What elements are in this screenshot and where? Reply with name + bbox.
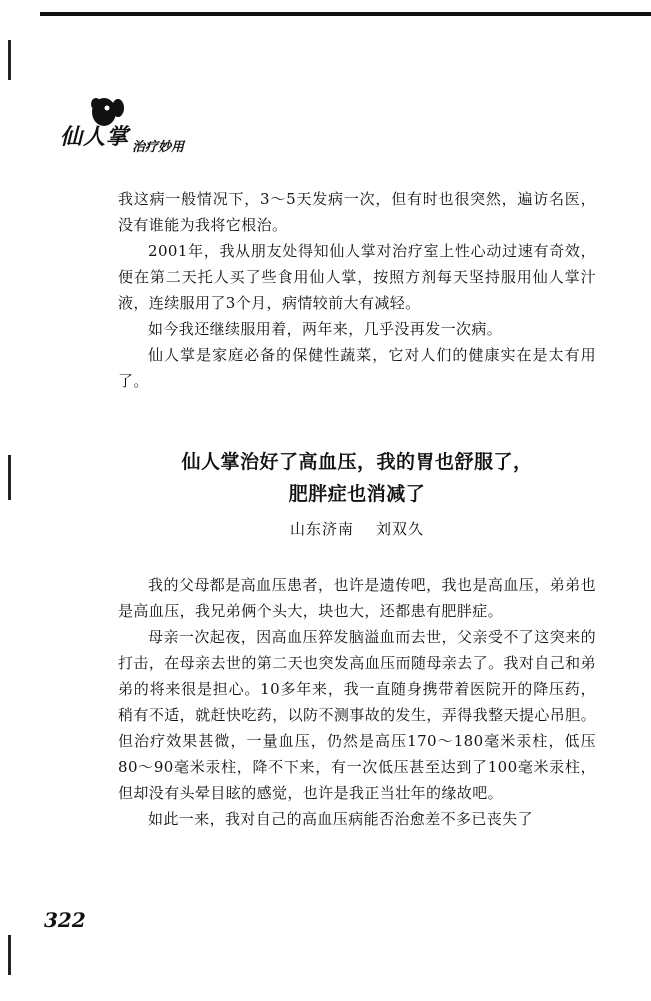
- byline: [118, 518, 596, 539]
- section1-text: [118, 186, 596, 394]
- article-title-line2: 肥胖症也消减了: [288, 483, 426, 505]
- page-number: 322: [44, 908, 86, 932]
- logo-subtitle: 治疗妙用: [132, 140, 185, 155]
- left-margin-mark: [8, 935, 11, 975]
- paragraph: 2001年，我从朋友处得知仙人掌对治疗室上性心动过速有奇效，便在第二天托人买了些食用仙人掌，按照方剂每天坚持服用仙人掌汁液，连续服用了3个月，病情较前大有减轻。: [118, 242, 596, 312]
- byline-author: 刘双久: [376, 520, 425, 538]
- logo-title: 仙人掌: [60, 124, 130, 150]
- left-margin-mark: [8, 455, 11, 500]
- paragraph: 我这病一般情况下，3～5天发病一次，但有时也很突然，遍访名医，没有谁能为我将它根治。: [118, 190, 596, 234]
- paragraph: 如今我还继续服用着，两年来，几乎没再发一次病。: [148, 320, 503, 338]
- article-title-line1: 仙人掌治好了高血压，我的胃也舒服了，: [181, 451, 533, 473]
- article-title: [118, 446, 596, 510]
- paragraph: 仙人掌是家庭必备的保健性蔬菜，它对人们的健康实在是太有用了。: [118, 346, 596, 390]
- section2-text: [118, 572, 596, 832]
- paragraph: 母亲一次起夜，因高血压猝发脑溢血而去世，父亲受不了这突来的打击，在母亲去世的第二天也突发高血压而随母亲去了。我对自己和弟弟的将来很是担心。10多年来，我一直随身携带着医院开的降压药，稍有不适，就赶快吃药，以防不测事故的发生，弄得我整天提心吊胆。但治疗效果甚微，一量血压，仍然是高压170～180毫米汞柱，低压80～90毫米汞柱，降不下来，有一次低压甚至达到了100毫米汞柱，但却没有头晕目眩的感觉，也许是我正当壮年的缘故吧。: [118, 628, 596, 802]
- top-rule: [40, 12, 651, 16]
- byline-place: 山东济南: [289, 520, 354, 538]
- header-logo: [60, 96, 230, 166]
- paragraph: 我的父母都是高血压患者，也许是遗传吧，我也是高血压，弟弟也是高血压，我兄弟俩个头大，块也大，还都患有肥胖症。: [118, 576, 596, 620]
- paragraph: 如此一来，我对自己的高血压病能否治愈差不多已丧失了: [148, 810, 534, 828]
- left-margin-mark: [8, 40, 11, 80]
